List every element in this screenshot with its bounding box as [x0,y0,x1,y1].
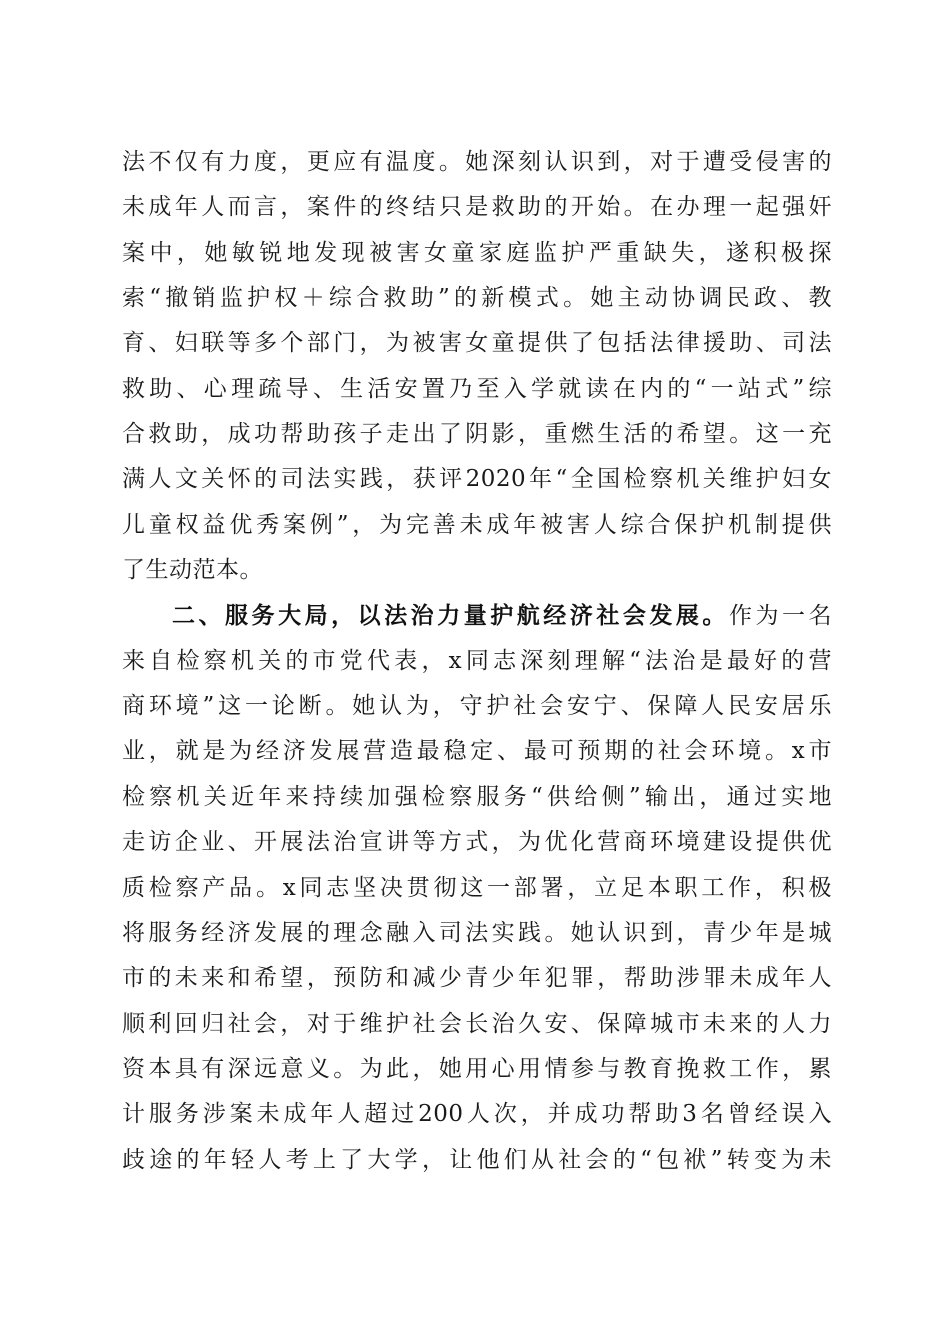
text-line: 育、妇联等多个部门，为被害女童提供了包括法律援助、司法 [122,330,832,357]
text-span: 作为一名 [728,603,833,630]
text-line: 未成年人而言，案件的终结只是救助的开始。在办理一起强奸 [122,194,832,221]
text-line: 市的未来和希望，预防和减少青少年犯罪，帮助涉罪未成年人 [122,965,832,992]
text-line: 资本具有深远意义。为此，她用心用情参与教育挽救工作，累 [122,1055,832,1082]
text-line: 歧途的年轻人考上了大学，让他们从社会的“包袱”转变为未 [122,1146,832,1173]
text-line: 来自检察机关的市党代表，x同志深刻理解“法治是最好的营 [122,647,832,674]
text-line: 商环境”这一论断。她认为，守护社会安宁、保障人民安居乐 [122,693,832,720]
text-line: 儿童权益优秀案例”，为完善未成年被害人综合保护机制提供 [122,511,832,538]
text-line: 计服务涉案未成年人超过200人次，并成功帮助3名曾经误入 [122,1101,832,1128]
text-line: 了生动范本。 [122,557,263,584]
text-line: 满人文关怀的司法实践，获评2020年“全国检察机关维护妇女 [122,466,832,493]
section-2-heading: 二、服务大局，以法治力量护航经济社会发展。 [172,602,729,630]
text-line: 合救助，成功帮助孩子走出了阴影，重燃生活的希望。这一充 [122,421,832,448]
text-line: 索“撤销监护权＋综合救助”的新模式。她主动协调民政、教 [122,285,832,312]
document-body [122,140,832,1183]
text-line: 走访企业、开展法治宣讲等方式，为优化营商环境建设提供优 [122,829,832,856]
paragraph-1 [122,140,832,593]
text-line: 顺利回归社会，对于维护社会长治久安、保障城市未来的人力 [122,1010,832,1037]
text-line: 救助、心理疏导、生活安置乃至入学就读在内的“一站式”综 [122,375,832,402]
text-line: 质检察产品。x同志坚决贯彻这一部署，立足本职工作，积极 [122,874,832,901]
text-line: 业，就是为经济发展营造最稳定、最可预期的社会环境。x市 [122,738,832,765]
text-line: 法不仅有力度，更应有温度。她深刻认识到，对于遭受侵害的 [122,149,832,175]
section-heading-line [122,593,832,638]
paragraph-2 [122,593,832,1182]
text-line: 将服务经济发展的理念融入司法实践。她认识到，青少年是城 [122,919,832,946]
text-line: 检察机关近年来持续加强检察服务“供给侧”输出，通过实地 [122,783,832,810]
text-line: 案中，她敏锐地发现被害女童家庭监护严重缺失，遂积极探 [122,239,832,266]
